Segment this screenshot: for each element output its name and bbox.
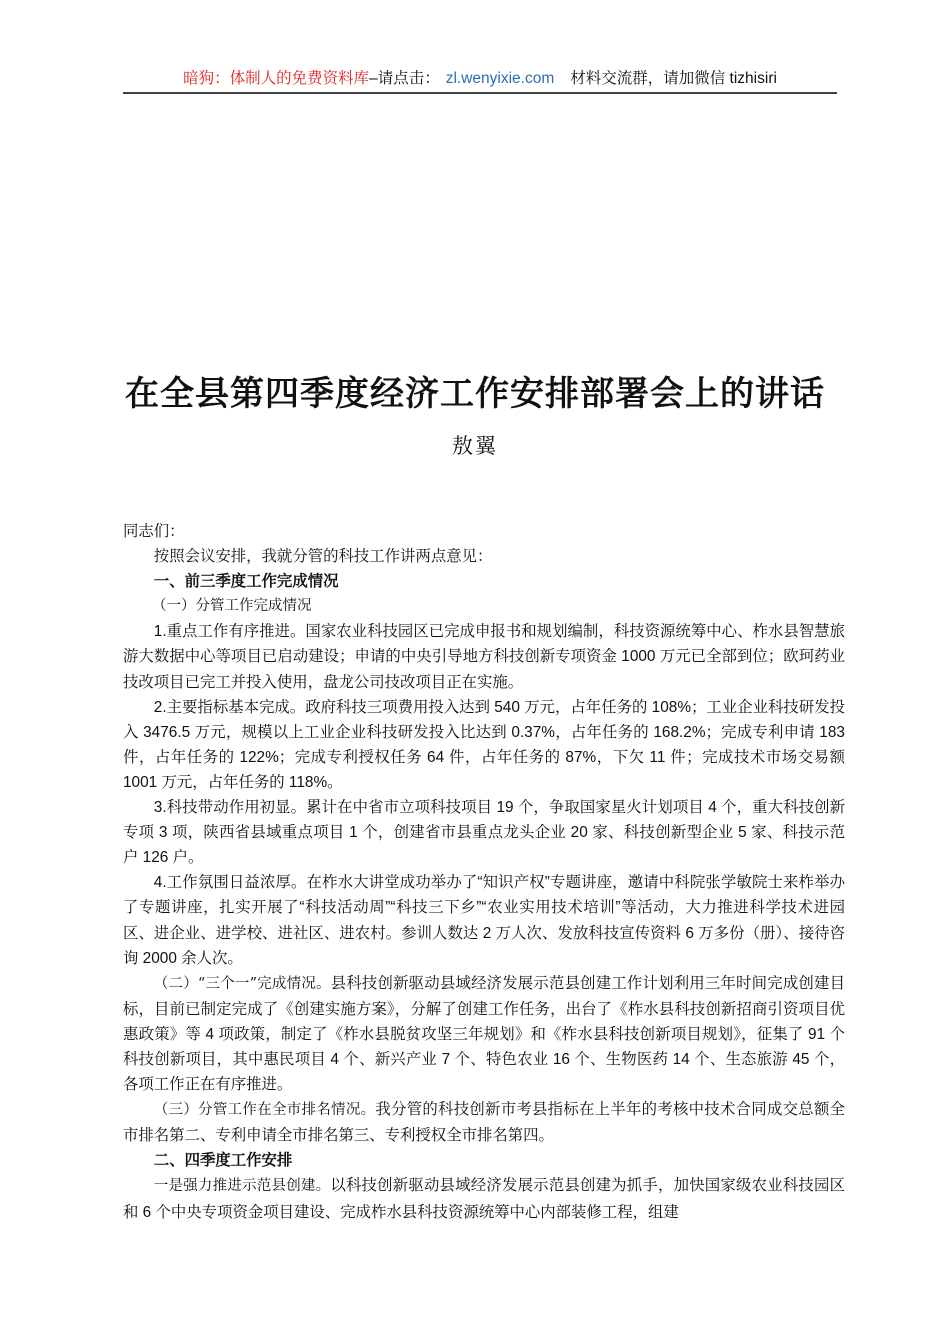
- paragraph: 1.重点工作有序推进。国家农业科技园区已完成申报书和规划编制，科技资源统筹中心、柞水县智慧旅游大数据中心等项目已启动建设；申请的中央引导地方科技创新专项资金 1000 万元已全部到位；欧珂药业技改项目已完工并投入使用，盘龙公司技改项目正在实施。: [123, 623, 845, 691]
- subsection-lead: （三）分管工作在全市排名情况。: [153, 1102, 376, 1119]
- header-link[interactable]: zl.wenyixie.com: [445, 70, 555, 87]
- intro-paragraph: 按照会议安排，我就分管的科技工作讲两点意见：: [153, 548, 493, 566]
- subsection-heading-1: （一）分管工作完成情况: [152, 598, 312, 615]
- subsection-lead: （二）“三个一”完成情况。: [153, 975, 331, 992]
- section-heading-2: 二、四季度工作安排: [153, 1152, 293, 1170]
- paragraph: 2.主要指标基本完成。政府科技三项费用投入达到 540 万元，占年任务的 108%；工业企业科技研发投入 3476.5 万元，规模以上工业企业科技研发投入比达到 0.37%，占年任务的 168.2%；完成专利申请 183 件，占年任务的 122%；完成专利授权任务 64 件，占年任务的 87%，下欠 11 件；完成技术市场交易额 1001 万元，占年任务的 118%。: [123, 698, 845, 791]
- paragraph: 3.科技带动作用初显。累计在中省市立项科技项目 19 个，争取国家星火计划项目 4 个，重大科技创新专项 3 项，陕西省县域重点项目 1 个，创建省市县重点龙头企业 20 家、科技创新型企业 5 家、科技示范户 126 户。: [123, 799, 845, 867]
- paragraph-text: 以科技创新驱动县域经济发展示范县创建为抓手，加快国家级农业科技园区和 6 个中央专项资金项目建设、完成柞水县科技资源统筹中心内部装修工程，组建: [123, 1177, 845, 1221]
- paragraph-lead: 一是强力推进示范县创建。: [153, 1178, 331, 1195]
- document-body: [123, 519, 845, 1225]
- section-heading-1: 一、前三季度工作完成情况: [153, 573, 339, 591]
- document-title: 在全县第四季度经济工作安排部署会上的讲话: [125, 374, 825, 414]
- paragraph: [123, 1173, 845, 1224]
- header-brand: 暗狗：体制人的免费资料库: [183, 70, 370, 87]
- paragraph-text: 县科技创新驱动县域经济发展示范县创建工作计划利用三年时间完成创建目标，目前已制定完成了《创建实施方案》，分解了创建工作任务，出台了《柞水县科技创新招商引资项目优惠政策》等 4 项政策，制定了《柞水县脱贫攻坚三年规划》和《柞水县科技创新项目规划》，征集了 91 个科技创新项目，其中惠民项目 4 个、新兴产业 7 个、特色农业 16 个、生物医药 14 个、生态旅游 45 个，各项工作正在有序推进。: [123, 974, 845, 1094]
- page-header: [123, 68, 837, 94]
- header-wechat: 材料交流群，请加微信 tizhisiri: [570, 70, 777, 87]
- paragraph: [123, 971, 845, 1097]
- paragraph: [123, 1097, 845, 1148]
- paragraph-text: 我分管的科技创新市考县指标在上半年的考核中技术合同成交总额全市排名第二、专利申请全市排名第三、专利授权全市排名第四。: [123, 1101, 845, 1145]
- paragraph: 4.工作氛围日益浓厚。在柞水大讲堂成功举办了“知识产权”专题讲座，邀请中科院张学敏院士来柞举办了专题讲座，扎实开展了“科技活动周”“科技三下乡”“农业实用技术培训”等活动，大力推进科学技术进园区、进企业、进学校、进社区、进农村。参训人数达 2 万人次、发放科技宣传资料 6 万多份（册）、接待咨询 2000 余人次。: [123, 874, 845, 967]
- salutation: 同志们：: [123, 523, 185, 540]
- header-prompt: –请点击：: [369, 70, 440, 87]
- document-author: 敖翼: [452, 434, 498, 458]
